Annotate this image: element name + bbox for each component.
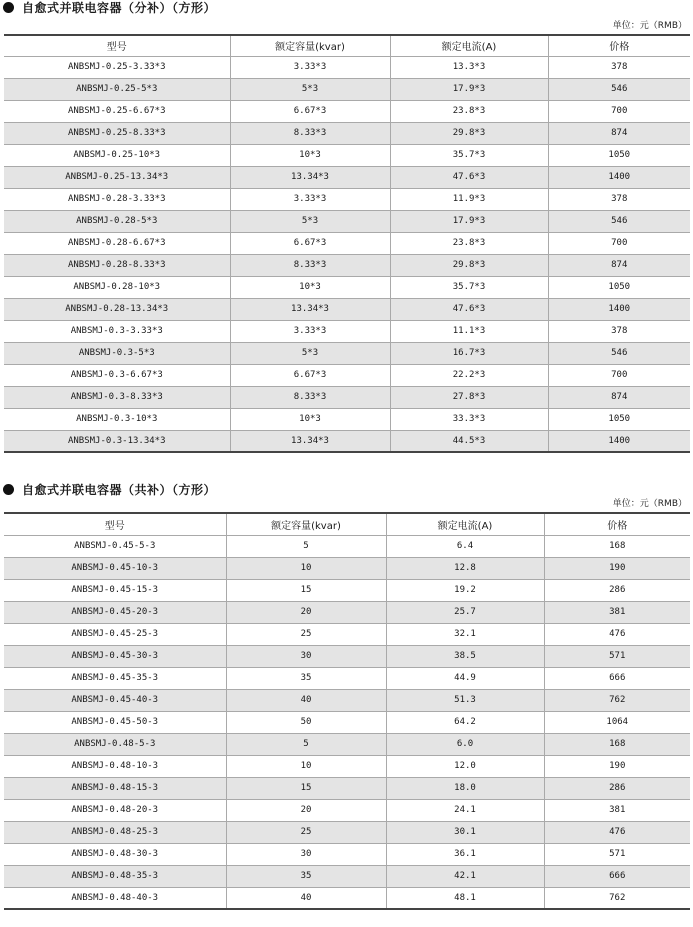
cell-current: 11.9*3 bbox=[390, 188, 548, 210]
section-split-compensation bbox=[0, 0, 693, 446]
header-model: 型号 bbox=[4, 35, 230, 56]
table-row bbox=[4, 579, 690, 601]
cell-model: ANBSMJ-0.28-6.67*3 bbox=[4, 232, 230, 254]
table-row bbox=[4, 777, 690, 799]
table-row bbox=[4, 364, 690, 386]
cell-capacity: 10*3 bbox=[230, 144, 390, 166]
table-row bbox=[4, 188, 690, 210]
cell-price: 666 bbox=[544, 865, 690, 887]
cell-model: ANBSMJ-0.28-13.34*3 bbox=[4, 298, 230, 320]
cell-price: 700 bbox=[548, 100, 690, 122]
cell-price: 666 bbox=[544, 667, 690, 689]
table-row bbox=[4, 386, 690, 408]
table-row bbox=[4, 667, 690, 689]
cell-price: 476 bbox=[544, 623, 690, 645]
cell-price: 286 bbox=[544, 579, 690, 601]
cell-capacity: 5*3 bbox=[230, 78, 390, 100]
cell-model: ANBSMJ-0.48-35-3 bbox=[4, 865, 226, 887]
table-row bbox=[4, 733, 690, 755]
cell-model: ANBSMJ-0.28-3.33*3 bbox=[4, 188, 230, 210]
cell-capacity: 8.33*3 bbox=[230, 386, 390, 408]
section-title: 自愈式并联电容器（分补）（方形） bbox=[22, 1, 217, 15]
section-common-compensation bbox=[0, 482, 693, 903]
cell-model: ANBSMJ-0.25-3.33*3 bbox=[4, 56, 230, 78]
header-capacity: 额定容量(kvar) bbox=[230, 35, 390, 56]
cell-price: 286 bbox=[544, 777, 690, 799]
section-title-row bbox=[0, 482, 693, 502]
cell-current: 25.7 bbox=[386, 601, 544, 623]
cell-price: 378 bbox=[548, 188, 690, 210]
cell-model: ANBSMJ-0.3-13.34*3 bbox=[4, 430, 230, 452]
cell-model: ANBSMJ-0.48-10-3 bbox=[4, 755, 226, 777]
cell-model: ANBSMJ-0.45-15-3 bbox=[4, 579, 226, 601]
table-row bbox=[4, 342, 690, 364]
cell-model: ANBSMJ-0.45-35-3 bbox=[4, 667, 226, 689]
cell-model: ANBSMJ-0.45-50-3 bbox=[4, 711, 226, 733]
cell-capacity: 30 bbox=[226, 645, 386, 667]
cell-price: 1050 bbox=[548, 144, 690, 166]
cell-price: 762 bbox=[544, 689, 690, 711]
table-row bbox=[4, 887, 690, 909]
cell-current: 12.0 bbox=[386, 755, 544, 777]
cell-model: ANBSMJ-0.3-10*3 bbox=[4, 408, 230, 430]
cell-model: ANBSMJ-0.28-5*3 bbox=[4, 210, 230, 232]
cell-capacity: 3.33*3 bbox=[230, 188, 390, 210]
cell-current: 38.5 bbox=[386, 645, 544, 667]
cell-price: 378 bbox=[548, 320, 690, 342]
cell-current: 29.8*3 bbox=[390, 254, 548, 276]
cell-capacity: 3.33*3 bbox=[230, 320, 390, 342]
cell-model: ANBSMJ-0.48-5-3 bbox=[4, 733, 226, 755]
cell-model: ANBSMJ-0.48-25-3 bbox=[4, 821, 226, 843]
table-row bbox=[4, 799, 690, 821]
table-header-row bbox=[4, 513, 690, 535]
cell-capacity: 25 bbox=[226, 821, 386, 843]
table-row bbox=[4, 166, 690, 188]
section-title: 自愈式并联电容器（共补）（方形） bbox=[22, 483, 217, 497]
cell-model: ANBSMJ-0.45-5-3 bbox=[4, 535, 226, 557]
cell-model: ANBSMJ-0.3-3.33*3 bbox=[4, 320, 230, 342]
table-row bbox=[4, 408, 690, 430]
cell-model: ANBSMJ-0.45-30-3 bbox=[4, 645, 226, 667]
unit-label: 单位：元（RMB） bbox=[612, 499, 687, 509]
cell-model: ANBSMJ-0.45-40-3 bbox=[4, 689, 226, 711]
cell-capacity: 40 bbox=[226, 689, 386, 711]
table-row bbox=[4, 56, 690, 78]
cell-current: 36.1 bbox=[386, 843, 544, 865]
cell-current: 42.1 bbox=[386, 865, 544, 887]
cell-capacity: 15 bbox=[226, 579, 386, 601]
header-current: 额定电流(A) bbox=[390, 35, 548, 56]
cell-price: 378 bbox=[548, 56, 690, 78]
cell-current: 19.2 bbox=[386, 579, 544, 601]
cell-price: 381 bbox=[544, 799, 690, 821]
cell-capacity: 13.34*3 bbox=[230, 298, 390, 320]
cell-capacity: 8.33*3 bbox=[230, 254, 390, 276]
cell-capacity: 5*3 bbox=[230, 342, 390, 364]
cell-current: 6.4 bbox=[386, 535, 544, 557]
cell-capacity: 5*3 bbox=[230, 210, 390, 232]
cell-price: 168 bbox=[544, 535, 690, 557]
cell-price: 874 bbox=[548, 386, 690, 408]
cell-price: 874 bbox=[548, 122, 690, 144]
cell-current: 44.5*3 bbox=[390, 430, 548, 452]
cell-current: 16.7*3 bbox=[390, 342, 548, 364]
table-row bbox=[4, 623, 690, 645]
cell-capacity: 6.67*3 bbox=[230, 100, 390, 122]
unit-label: 单位：元（RMB） bbox=[612, 21, 687, 31]
bullet-icon bbox=[3, 2, 14, 13]
cell-price: 1400 bbox=[548, 166, 690, 188]
bullet-icon bbox=[3, 484, 14, 495]
table-row bbox=[4, 210, 690, 232]
cell-current: 18.0 bbox=[386, 777, 544, 799]
cell-current: 48.1 bbox=[386, 887, 544, 909]
cell-current: 13.3*3 bbox=[390, 56, 548, 78]
table-row bbox=[4, 144, 690, 166]
table-row bbox=[4, 430, 690, 452]
cell-capacity: 13.34*3 bbox=[230, 166, 390, 188]
cell-current: 12.8 bbox=[386, 557, 544, 579]
cell-capacity: 5 bbox=[226, 535, 386, 557]
cell-price: 700 bbox=[548, 364, 690, 386]
cell-current: 23.8*3 bbox=[390, 100, 548, 122]
cell-price: 546 bbox=[548, 210, 690, 232]
cell-price: 1050 bbox=[548, 276, 690, 298]
cell-price: 1400 bbox=[548, 298, 690, 320]
cell-model: ANBSMJ-0.48-40-3 bbox=[4, 887, 226, 909]
table-row bbox=[4, 865, 690, 887]
cell-capacity: 30 bbox=[226, 843, 386, 865]
cell-model: ANBSMJ-0.25-8.33*3 bbox=[4, 122, 230, 144]
table-row bbox=[4, 843, 690, 865]
header-current: 额定电流(A) bbox=[386, 513, 544, 535]
cell-price: 546 bbox=[548, 78, 690, 100]
cell-capacity: 15 bbox=[226, 777, 386, 799]
cell-model: ANBSMJ-0.48-30-3 bbox=[4, 843, 226, 865]
price-table bbox=[4, 512, 690, 910]
table-row bbox=[4, 755, 690, 777]
table-row bbox=[4, 276, 690, 298]
cell-capacity: 10*3 bbox=[230, 276, 390, 298]
table-row bbox=[4, 100, 690, 122]
table-row bbox=[4, 254, 690, 276]
table-row bbox=[4, 535, 690, 557]
header-price: 价格 bbox=[548, 35, 690, 56]
cell-model: ANBSMJ-0.25-6.67*3 bbox=[4, 100, 230, 122]
table-row bbox=[4, 122, 690, 144]
cell-current: 51.3 bbox=[386, 689, 544, 711]
cell-price: 1050 bbox=[548, 408, 690, 430]
cell-price: 168 bbox=[544, 733, 690, 755]
header-capacity: 额定容量(kvar) bbox=[226, 513, 386, 535]
cell-model: ANBSMJ-0.3-5*3 bbox=[4, 342, 230, 364]
cell-price: 874 bbox=[548, 254, 690, 276]
cell-model: ANBSMJ-0.3-6.67*3 bbox=[4, 364, 230, 386]
cell-price: 700 bbox=[548, 232, 690, 254]
cell-price: 1064 bbox=[544, 711, 690, 733]
table-row bbox=[4, 601, 690, 623]
cell-model: ANBSMJ-0.25-5*3 bbox=[4, 78, 230, 100]
cell-capacity: 3.33*3 bbox=[230, 56, 390, 78]
cell-current: 44.9 bbox=[386, 667, 544, 689]
table-row bbox=[4, 645, 690, 667]
cell-capacity: 13.34*3 bbox=[230, 430, 390, 452]
cell-price: 476 bbox=[544, 821, 690, 843]
cell-current: 47.6*3 bbox=[390, 166, 548, 188]
cell-model: ANBSMJ-0.45-25-3 bbox=[4, 623, 226, 645]
cell-model: ANBSMJ-0.28-10*3 bbox=[4, 276, 230, 298]
cell-model: ANBSMJ-0.48-15-3 bbox=[4, 777, 226, 799]
cell-model: ANBSMJ-0.28-8.33*3 bbox=[4, 254, 230, 276]
cell-capacity: 10 bbox=[226, 755, 386, 777]
table-row bbox=[4, 298, 690, 320]
cell-capacity: 8.33*3 bbox=[230, 122, 390, 144]
cell-model: ANBSMJ-0.45-20-3 bbox=[4, 601, 226, 623]
cell-capacity: 35 bbox=[226, 865, 386, 887]
price-table bbox=[4, 34, 690, 453]
section-title-row bbox=[0, 0, 693, 20]
cell-capacity: 6.67*3 bbox=[230, 364, 390, 386]
cell-capacity: 40 bbox=[226, 887, 386, 909]
cell-current: 35.7*3 bbox=[390, 276, 548, 298]
header-model: 型号 bbox=[4, 513, 226, 535]
table-row bbox=[4, 320, 690, 342]
cell-capacity: 50 bbox=[226, 711, 386, 733]
cell-current: 47.6*3 bbox=[390, 298, 548, 320]
cell-current: 17.9*3 bbox=[390, 78, 548, 100]
cell-price: 571 bbox=[544, 843, 690, 865]
cell-capacity: 5 bbox=[226, 733, 386, 755]
table-row bbox=[4, 689, 690, 711]
cell-current: 64.2 bbox=[386, 711, 544, 733]
table-row bbox=[4, 557, 690, 579]
cell-price: 546 bbox=[548, 342, 690, 364]
cell-current: 17.9*3 bbox=[390, 210, 548, 232]
cell-current: 35.7*3 bbox=[390, 144, 548, 166]
cell-price: 1400 bbox=[548, 430, 690, 452]
cell-capacity: 20 bbox=[226, 799, 386, 821]
cell-price: 190 bbox=[544, 557, 690, 579]
cell-current: 22.2*3 bbox=[390, 364, 548, 386]
cell-current: 23.8*3 bbox=[390, 232, 548, 254]
cell-capacity: 10 bbox=[226, 557, 386, 579]
cell-price: 190 bbox=[544, 755, 690, 777]
cell-price: 762 bbox=[544, 887, 690, 909]
table-row bbox=[4, 821, 690, 843]
cell-current: 29.8*3 bbox=[390, 122, 548, 144]
cell-capacity: 25 bbox=[226, 623, 386, 645]
table-row bbox=[4, 78, 690, 100]
cell-capacity: 6.67*3 bbox=[230, 232, 390, 254]
cell-price: 571 bbox=[544, 645, 690, 667]
cell-capacity: 10*3 bbox=[230, 408, 390, 430]
cell-model: ANBSMJ-0.45-10-3 bbox=[4, 557, 226, 579]
cell-current: 6.0 bbox=[386, 733, 544, 755]
cell-current: 32.1 bbox=[386, 623, 544, 645]
cell-current: 33.3*3 bbox=[390, 408, 548, 430]
cell-capacity: 20 bbox=[226, 601, 386, 623]
cell-current: 11.1*3 bbox=[390, 320, 548, 342]
cell-model: ANBSMJ-0.25-13.34*3 bbox=[4, 166, 230, 188]
cell-model: ANBSMJ-0.48-20-3 bbox=[4, 799, 226, 821]
cell-model: ANBSMJ-0.25-10*3 bbox=[4, 144, 230, 166]
table-row bbox=[4, 711, 690, 733]
cell-current: 27.8*3 bbox=[390, 386, 548, 408]
cell-model: ANBSMJ-0.3-8.33*3 bbox=[4, 386, 230, 408]
cell-current: 30.1 bbox=[386, 821, 544, 843]
cell-capacity: 35 bbox=[226, 667, 386, 689]
cell-price: 381 bbox=[544, 601, 690, 623]
table-header-row bbox=[4, 35, 690, 56]
header-price: 价格 bbox=[544, 513, 690, 535]
cell-current: 24.1 bbox=[386, 799, 544, 821]
table-row bbox=[4, 232, 690, 254]
